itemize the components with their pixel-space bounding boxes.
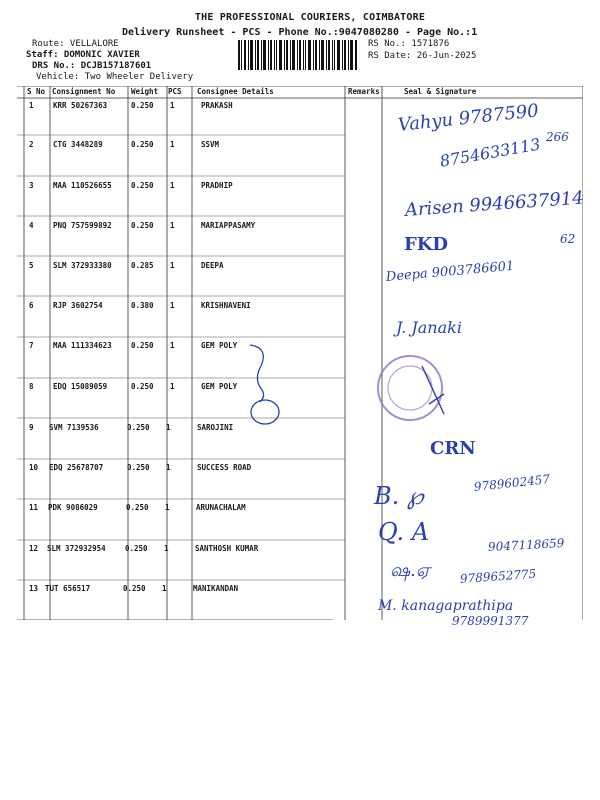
cell-weight: 0.250 <box>123 584 146 593</box>
cell-consignment: TUT 656517 <box>45 584 91 593</box>
column-header-sno: S No <box>27 87 46 96</box>
cell-pcs: 1 <box>170 382 175 391</box>
cell-consignee: SSVM <box>201 140 220 149</box>
cell-pcs: 1 <box>170 301 175 310</box>
signature-4: Arisen 9946637914 <box>404 187 585 221</box>
cell-weight: 0.250 <box>131 101 154 110</box>
cell-consignee: ARUNACHALAM <box>196 503 246 512</box>
cell-sno: 9 <box>29 423 34 432</box>
signature-1-suffix: 266 <box>546 130 569 144</box>
signature-12: 9047118659 <box>487 536 565 554</box>
company-seal-stamp <box>374 352 446 424</box>
cell-weight: 0.250 <box>127 463 150 472</box>
signature-11-mark: B. ℘ <box>374 482 424 510</box>
cell-consignment: RJP 3602754 <box>53 301 103 310</box>
signature-12-mark: Q. A <box>378 518 430 546</box>
cell-sno: 10 <box>29 463 39 472</box>
rs-date: RS Date: 26-Jun-2025 <box>368 51 477 61</box>
cell-consignee: PRADHIP <box>201 181 233 190</box>
column-header-consignee: Consignee Details <box>197 87 274 96</box>
signature-4-suffix: 62 <box>560 232 576 246</box>
signature-5: Deepa 9003786601 <box>385 258 515 285</box>
cell-pcs: 1 <box>165 503 170 512</box>
cell-consignment: PNQ 757599892 <box>53 221 112 230</box>
cell-sno: 11 <box>29 503 39 512</box>
staff-label: Staff: DOMONIC XAVIER <box>26 50 140 60</box>
cell-sno: 2 <box>29 140 34 149</box>
cell-sno: 6 <box>29 301 34 310</box>
cell-weight: 0.250 <box>131 382 154 391</box>
drs-number: DRS No.: DCJB157187601 <box>32 61 152 71</box>
cell-pcs: 1 <box>164 544 169 553</box>
column-header-remarks: Remarks <box>348 87 380 96</box>
cell-sno: 3 <box>29 181 34 190</box>
handwritten-scribble <box>240 340 290 430</box>
cell-weight: 0.250 <box>126 503 149 512</box>
cell-pcs: 1 <box>170 341 175 350</box>
cell-pcs: 1 <box>170 181 175 190</box>
cell-weight: 0.250 <box>127 423 150 432</box>
cell-consignment: KRR 50267363 <box>53 101 108 110</box>
signature-2: 8754633113 <box>438 134 542 171</box>
cell-consignee: SAROJINI <box>197 423 234 432</box>
cell-weight: 0.250 <box>131 341 154 350</box>
signature-10: CRN <box>430 438 476 459</box>
cell-consignee: SUCCESS ROAD <box>197 463 252 472</box>
cell-sno: 7 <box>29 341 34 350</box>
cell-consignment: CTG 3448289 <box>53 140 103 149</box>
cell-weight: 0.250 <box>131 181 154 190</box>
cell-consignment: MAA 110526655 <box>53 181 112 190</box>
cell-pcs: 1 <box>162 584 167 593</box>
cell-pcs: 1 <box>166 423 171 432</box>
vehicle-label: Vehicle: Two Wheeler Delivery <box>36 72 194 82</box>
cell-sno: 8 <box>29 382 34 391</box>
cell-weight: 0.250 <box>125 544 148 553</box>
signature-14: M. kanagaprathipa <box>378 598 514 614</box>
column-header-seal-signature: Seal & Signature <box>404 87 477 96</box>
cell-sno: 4 <box>29 221 34 230</box>
signature-13: 9789652775 <box>459 566 537 586</box>
cell-sno: 5 <box>29 261 34 270</box>
rs-number: RS No.: 1571876 <box>368 39 450 49</box>
cell-weight: 0.250 <box>131 221 154 230</box>
cell-consignee: MANIKANDAN <box>193 584 239 593</box>
cell-weight: 0.285 <box>131 261 154 270</box>
cell-pcs: 1 <box>170 140 175 149</box>
cell-consignment: PDK 9086029 <box>48 503 98 512</box>
cell-consignee: KRISHNAVENI <box>201 301 251 310</box>
signature-1: Vahyu 9787590 <box>396 100 540 136</box>
barcode <box>238 40 358 70</box>
column-header-consignment: Consignment No <box>52 87 116 96</box>
cell-pcs: 1 <box>166 463 171 472</box>
cell-consignment: EDQ 25678707 <box>49 463 104 472</box>
cell-sno: 12 <box>29 544 39 553</box>
signature-13-mark: ஷ.ஏ <box>390 560 430 581</box>
cell-weight: 0.380 <box>131 301 154 310</box>
cell-sno: 1 <box>29 101 34 110</box>
cell-consignment: EDQ 15089059 <box>53 382 108 391</box>
cell-sno: 13 <box>29 584 39 593</box>
cell-consignee: GEM POLY <box>201 341 238 350</box>
column-header-weight: Weight <box>131 87 159 96</box>
cell-weight: 0.250 <box>131 140 154 149</box>
cell-consignment: SVM 7139536 <box>49 423 99 432</box>
signature-6: J. Janaki <box>396 318 462 337</box>
document-title: THE PROFESSIONAL COURIERS, COIMBATORE <box>194 12 426 23</box>
signature-11: 9789602457 <box>473 472 551 494</box>
cell-pcs: 1 <box>170 101 175 110</box>
signature-4-initials: FKD <box>404 234 449 255</box>
signature-14-phone: 9789991377 <box>452 614 529 628</box>
cell-consignment: SLM 372933380 <box>53 261 112 270</box>
cell-consignee: MARIAPPASAMY <box>201 221 256 230</box>
cell-consignee: DEEPA <box>201 261 224 270</box>
cell-consignee: SANTHOSH KUMAR <box>195 544 259 553</box>
cell-consignment: SLM 372932954 <box>47 544 106 553</box>
document-subtitle: Delivery Runsheet - PCS - Phone No.:9047080280 - Page No.:1 <box>122 27 478 38</box>
cell-consignee: PRAKASH <box>201 101 233 110</box>
cell-consignment: MAA 111334623 <box>53 341 112 350</box>
cell-consignee: GEM POLY <box>201 382 238 391</box>
column-header-pcs: PCS <box>168 87 182 96</box>
route-label: Route: VELLALORE <box>32 39 119 49</box>
cell-pcs: 1 <box>170 221 175 230</box>
cell-pcs: 1 <box>170 261 175 270</box>
